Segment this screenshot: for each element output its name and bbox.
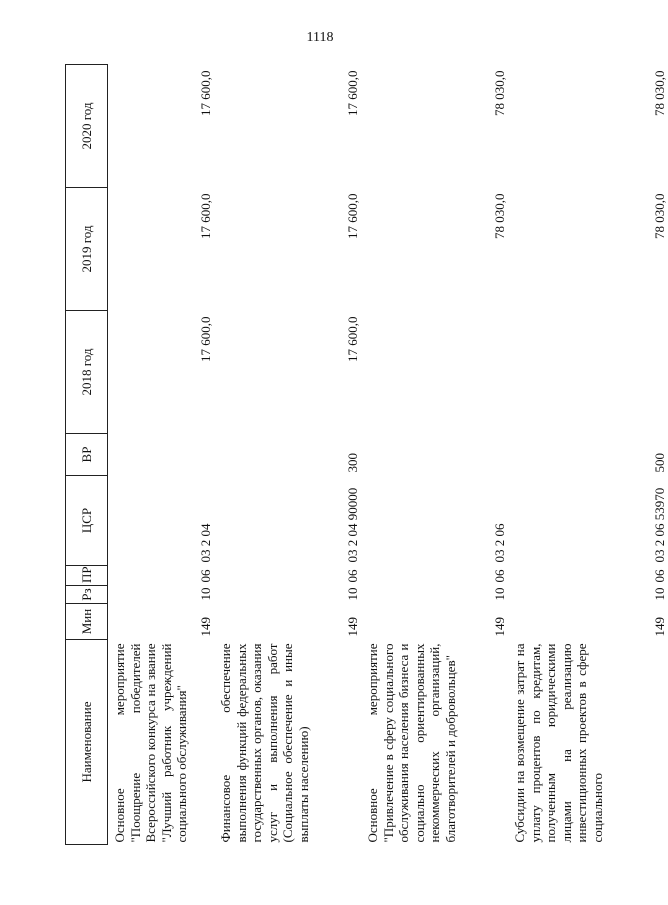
row-vr: 300 — [345, 453, 360, 473]
header-name: Наименование — [66, 640, 108, 845]
row-csr: 03 2 06 — [492, 523, 507, 563]
row-2018: 17 600,0 — [345, 316, 360, 362]
row-pr: 06 — [345, 569, 360, 583]
row-2020: 17 600,0 — [198, 70, 213, 116]
page-number: 1118 — [306, 30, 334, 45]
row-min: 149 — [198, 617, 213, 637]
row-2019: 17 600,0 — [345, 193, 360, 239]
row-name: Финансовое обеспечение выполнения функций федеральных государственных органов, оказания услуг и выполнения работ (Социальное обеспечение и иные выплаты населению) — [218, 643, 311, 843]
header-vr: ВР — [66, 434, 108, 476]
row-2019: 78 030,0 — [652, 193, 667, 239]
row-rz: 10 — [198, 587, 213, 601]
row-vr: 500 — [652, 453, 667, 473]
header-rz: Рз — [66, 586, 108, 604]
row-name: Субсидии на возмещение затрат на уплату процентов по кредитам, полученным юридическими лицами на реализацию инвестиционных проектов в сфере социального — [512, 643, 605, 843]
table-row — [214, 65, 361, 845]
table-row — [108, 65, 215, 845]
row-min: 149 — [492, 617, 507, 637]
row-2018: 17 600,0 — [198, 316, 213, 362]
row-pr: 06 — [652, 569, 667, 583]
row-2019: 78 030,0 — [492, 193, 507, 239]
row-rz: 10 — [345, 587, 360, 601]
budget-table — [65, 64, 668, 845]
row-csr: 03 2 04 90000 — [345, 487, 360, 563]
row-rz: 10 — [492, 587, 507, 601]
row-2018 — [508, 311, 668, 434]
row-2020: 78 030,0 — [492, 70, 507, 116]
header-min: Мин — [66, 604, 108, 640]
row-pr: 06 — [198, 569, 213, 583]
row-csr: 03 2 04 — [198, 523, 213, 563]
row-pr: 06 — [492, 569, 507, 583]
table-header-row — [66, 65, 108, 845]
row-2020: 78 030,0 — [652, 70, 667, 116]
row-csr: 03 2 06 53970 — [652, 487, 667, 563]
header-csr: ЦСР — [66, 476, 108, 566]
row-vr — [361, 434, 508, 476]
row-rz: 10 — [652, 587, 667, 601]
row-name: Основное мероприятие "Поощрение победителей Всероссийского конкурса на звание "Лучший работник учреждений социального обслуживания" — [112, 643, 190, 843]
row-vr — [108, 434, 215, 476]
row-name: Основное мероприятие "Привлечение в сферу социального обслуживания населения бизнеса и социально ориентированных некоммерческих организаций, благотворителей и добровольцев" — [365, 643, 458, 843]
table-row — [508, 65, 668, 845]
header-2018: 2018 год — [66, 311, 108, 434]
header-2019: 2019 год — [66, 188, 108, 311]
row-min: 149 — [652, 617, 667, 637]
row-2019: 17 600,0 — [198, 193, 213, 239]
row-min: 149 — [345, 617, 360, 637]
header-pr: ПР — [66, 566, 108, 586]
row-2018 — [361, 311, 508, 434]
table-row — [361, 65, 508, 845]
row-2020: 17 600,0 — [345, 70, 360, 116]
rotated-budget-table — [65, 65, 667, 845]
header-2020: 2020 год — [66, 65, 108, 188]
